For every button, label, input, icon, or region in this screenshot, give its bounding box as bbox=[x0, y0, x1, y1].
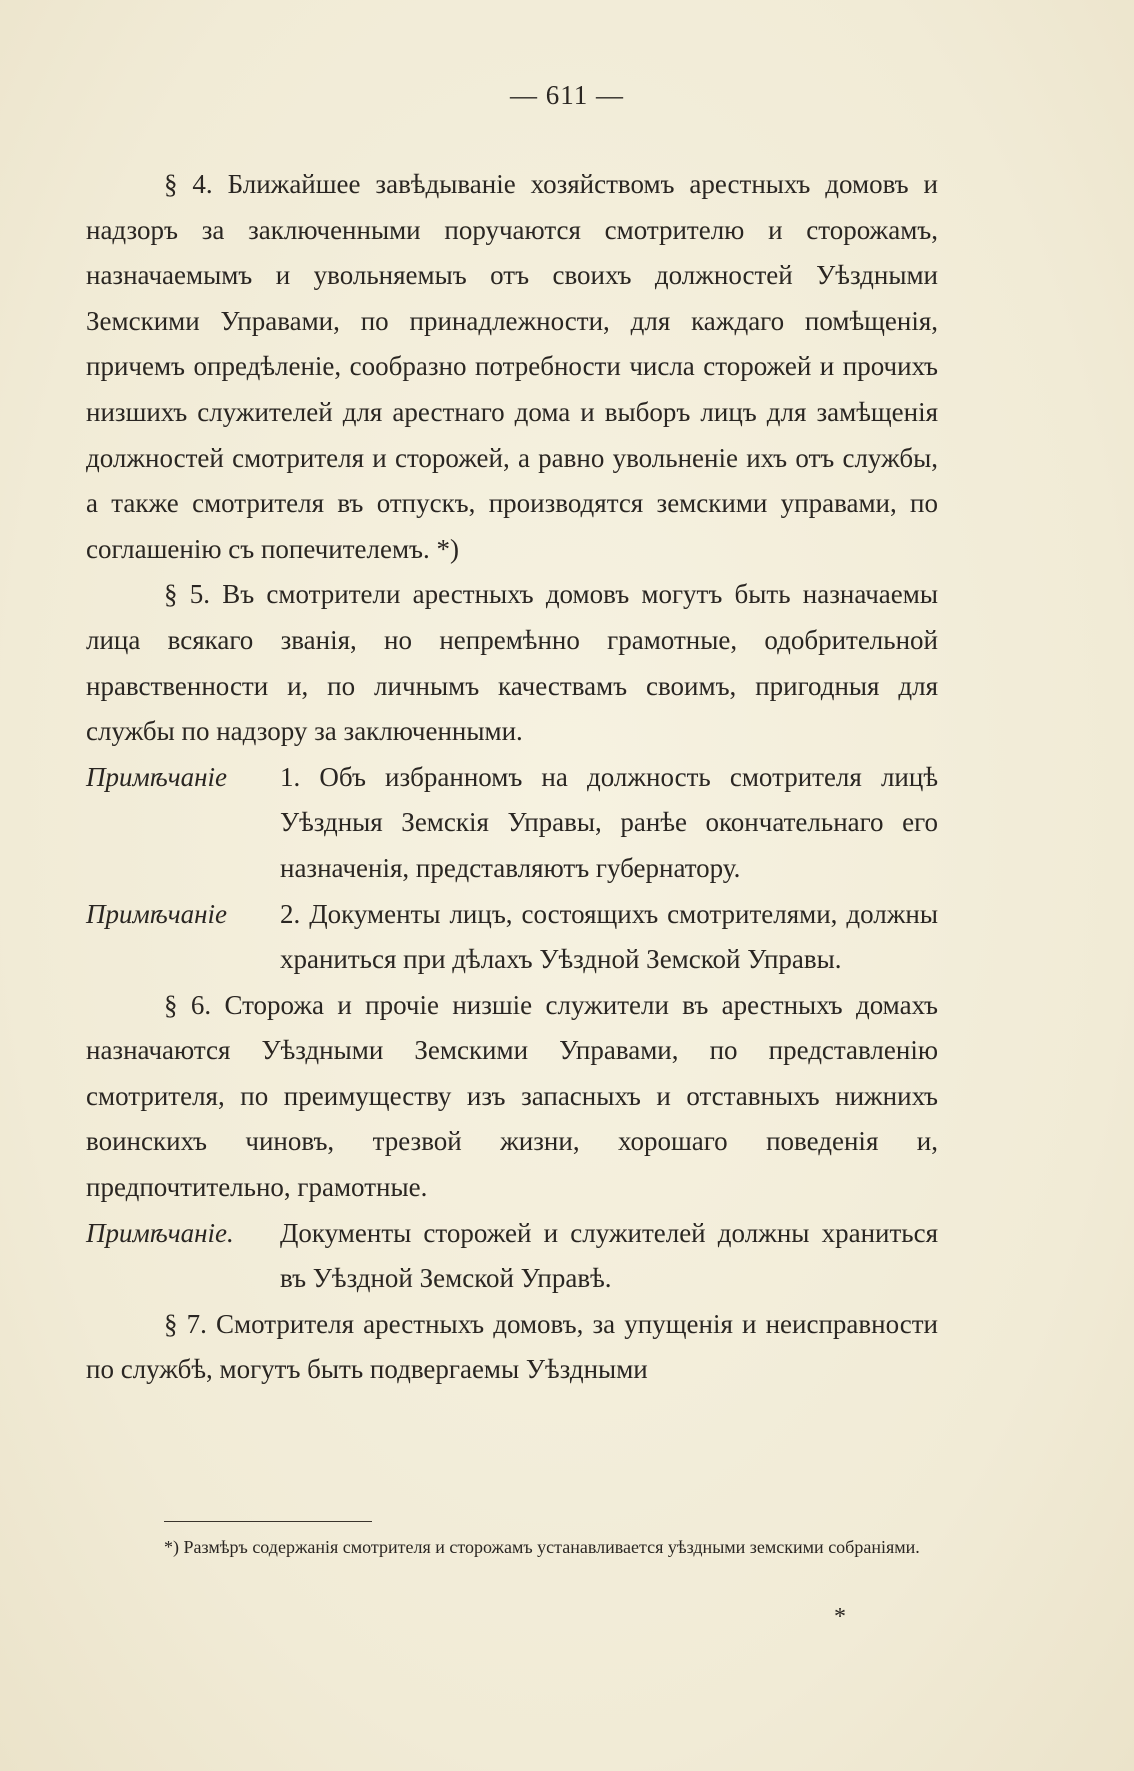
footnote: *) Размѣръ содержанія смотрителя и сторожамъ устанавливается уѣздными земскими собраніями. bbox=[164, 1537, 920, 1557]
paragraph-4: § 4. Ближайшее завѣдываніе хозяйствомъ арестныхъ домовъ и надзоръ за заключенными поручаются смотрителю и сторожамъ, назначаемымъ и увольняемыъ отъ своихъ должностей Уѣздными Земскими Управами, по принадлежности, для каждаго помѣщенія, причемъ опредѣленіе, сообразно потребности числа сторожей и прочихъ низшихъ служителей для арестнаго дома и выборъ лицъ для замѣщенія должностей смотрителя и сторожей, а равно увольненіе ихъ отъ службы, а также смотрителя въ отпускъ, производятся земскими управами, по соглашенію съ попечителемъ. *) bbox=[86, 169, 938, 564]
paragraph-5: § 5. Въ смотрители арестныхъ домовъ могутъ быть назначаемы лица всякаго званія, но непремѣнно грамотные, одобрительной нравственности и, по личнымъ качествамъ своимъ, пригодныя для службы по надзору за заключенными. bbox=[86, 579, 938, 747]
note-2-label: Примѣчаніе bbox=[86, 898, 227, 929]
page-number: — 611 — bbox=[510, 80, 624, 110]
note-3 bbox=[86, 1211, 938, 1302]
note-3-label: Примѣчаніе. bbox=[86, 1217, 234, 1248]
note-2 bbox=[86, 892, 938, 983]
note-1 bbox=[86, 755, 938, 892]
paragraph-6: § 6. Сторожа и прочіе низшіе служители въ арестныхъ домахъ назначаются Уѣздными Земскими Управами, по представленію смотрителя, по преимуществу изъ запасныхъ и отставныхъ нижнихъ воинскихъ чиновъ, трезвой жизни, хорошаго поведенія и, предпочтительно, грамотные. bbox=[86, 989, 938, 1203]
note-1-text: 1. Объ избранномъ на должность смотрителя лицѣ Уѣздныя Земскія Управы, ранѣе окончательнаго его назначенія, представляютъ губернатору. bbox=[280, 761, 938, 883]
footnote-divider bbox=[164, 1521, 372, 1522]
note-2-text: 2. Документы лицъ, состоящихъ смотрителями, должны храниться при дѣлахъ Уѣздной Земской Управы. bbox=[280, 898, 938, 975]
paragraph-7: § 7. Смотрителя арестныхъ домовъ, за упущенія и неисправности по службѣ, могутъ быть подвергаемы Уѣздными bbox=[86, 1308, 938, 1385]
note-1-label: Примѣчаніе bbox=[86, 761, 227, 792]
signature-mark: * bbox=[834, 1604, 846, 1630]
body-text bbox=[86, 162, 938, 1393]
note-3-text: Документы сторожей и служителей должны храниться въ Уѣздной Земской Управѣ. bbox=[280, 1217, 938, 1294]
